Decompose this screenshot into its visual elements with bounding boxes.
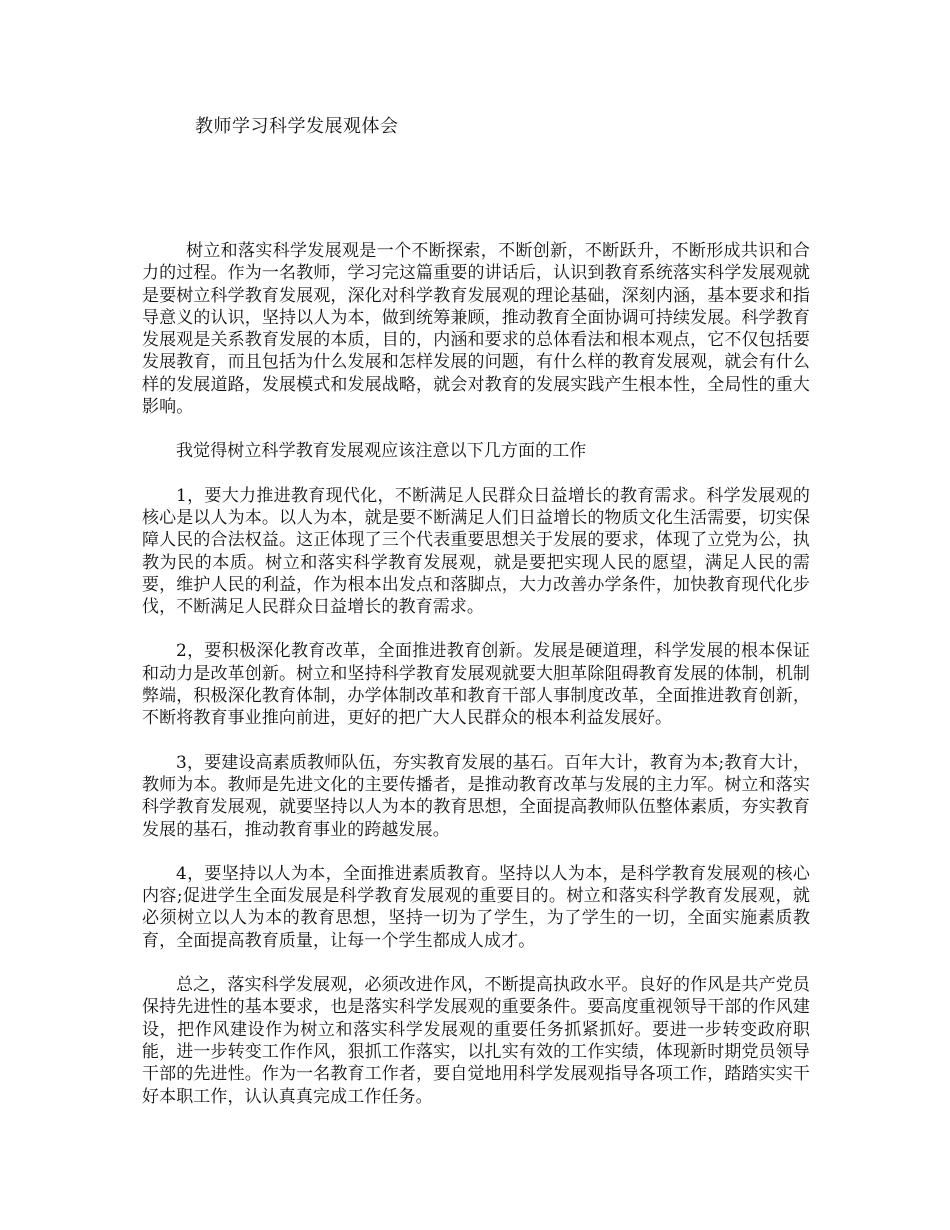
paragraph-point-3: 3，要建设高素质教师队伍，夯实教育发展的基石。百年大计，教育为本;教育大计，教师为本。教师是先进文化的主要传播者，是推动教育改革与发展的主力军。树立和落实科学教育发展观，就要坚持以人为本的教育思想，全面提高教师队伍整体素质，夯实教育发展的基石，推动教育事业的跨越发展。: [142, 752, 810, 840]
paragraph-point-1: 1，要大力推进教育现代化，不断满足人民群众日益增长的教育需求。科学发展观的核心是以人为本。以人为本，就是要不断满足人们日益增长的物质文化生活需要，切实保障人民的合法权益。这正体现了三个代表重要思想关于发展的要求，体现了立党为公，执教为民的本质。树立和落实科学教育发展观，就是要把实现人民的愿望，满足人民的需要，维护人民的利益，作为根本出发点和落脚点，大力改善办学条件，加快教育现代化步伐，不断满足人民群众日益增长的教育需求。: [142, 485, 810, 618]
paragraph-conclusion: 总之，落实科学发展观，必须改进作风，不断提高执政水平。良好的作风是共产党员保持先进性的基本要求，也是落实科学发展观的重要条件。要高度重视领导干部的作风建设，把作风建设作为树立和落实科学发展观的重要任务抓紧抓好。要进一步转变政府职能，进一步转变工作作风，狠抓工作落实，以扎实有效的工作实绩，体现新时期党员领导干部的先进性。作为一名教育工作者，要自觉地用科学发展观指导各项工作，踏踏实实干好本职工作，认认真真完成工作任务。: [142, 975, 810, 1107]
paragraph-section-heading: 我觉得树立科学教育发展观应该注意以下几方面的工作: [176, 441, 587, 462]
document-body: [142, 240, 810, 1130]
paragraph-point-2: 2，要积极深化教育改革，全面推进教育创新。发展是硬道理，科学发展的根本保证和动力是改革创新。树立和坚持科学教育发展观就要大胆革除阻碍教育发展的体制，机制弊端，积极深化教育体制，办学体制改革和教育干部人事制度改革，全面推进教育创新，不断将教育事业推向前进，更好的把广大人民群众的根本利益发展好。: [142, 641, 810, 729]
document-title: 教师学习科学发展观体会: [195, 116, 399, 137]
paragraph-point-4: 4，要坚持以人为本，全面推进素质教育。坚持以人为本，是科学教育发展观的核心内容;促进学生全面发展是科学教育发展观的重要目的。树立和落实科学教育发展观，就必须树立以人为本的教育思想，坚持一切为了学生，为了学生的一切，全面实施素质教育，全面提高教育质量，让每一个学生都成人成才。: [142, 863, 810, 951]
paragraph-intro: 树立和落实科学发展观是一个不断探索，不断创新，不断跃升，不断形成共识和合力的过程。作为一名教师，学习完这篇重要的讲话后，认识到教育系统落实科学发展观就是要树立科学教育发展观，深化对科学教育发展观的理论基础，深刻内涵，基本要求和指导意义的认识，坚持以人为本，做到统筹兼顾，推动教育全面协调可持续发展。科学教育发展观是关系教育发展的本质，目的，内涵和要求的总体看法和根本观点，它不仅包括要发展教育，而且包括为什么发展和怎样发展的问题，有什么样的教育发展观，就会有什么样的发展道路，发展模式和发展战略，就会对教育的发展实践产生根本性，全局性的重大影响。: [142, 241, 810, 418]
